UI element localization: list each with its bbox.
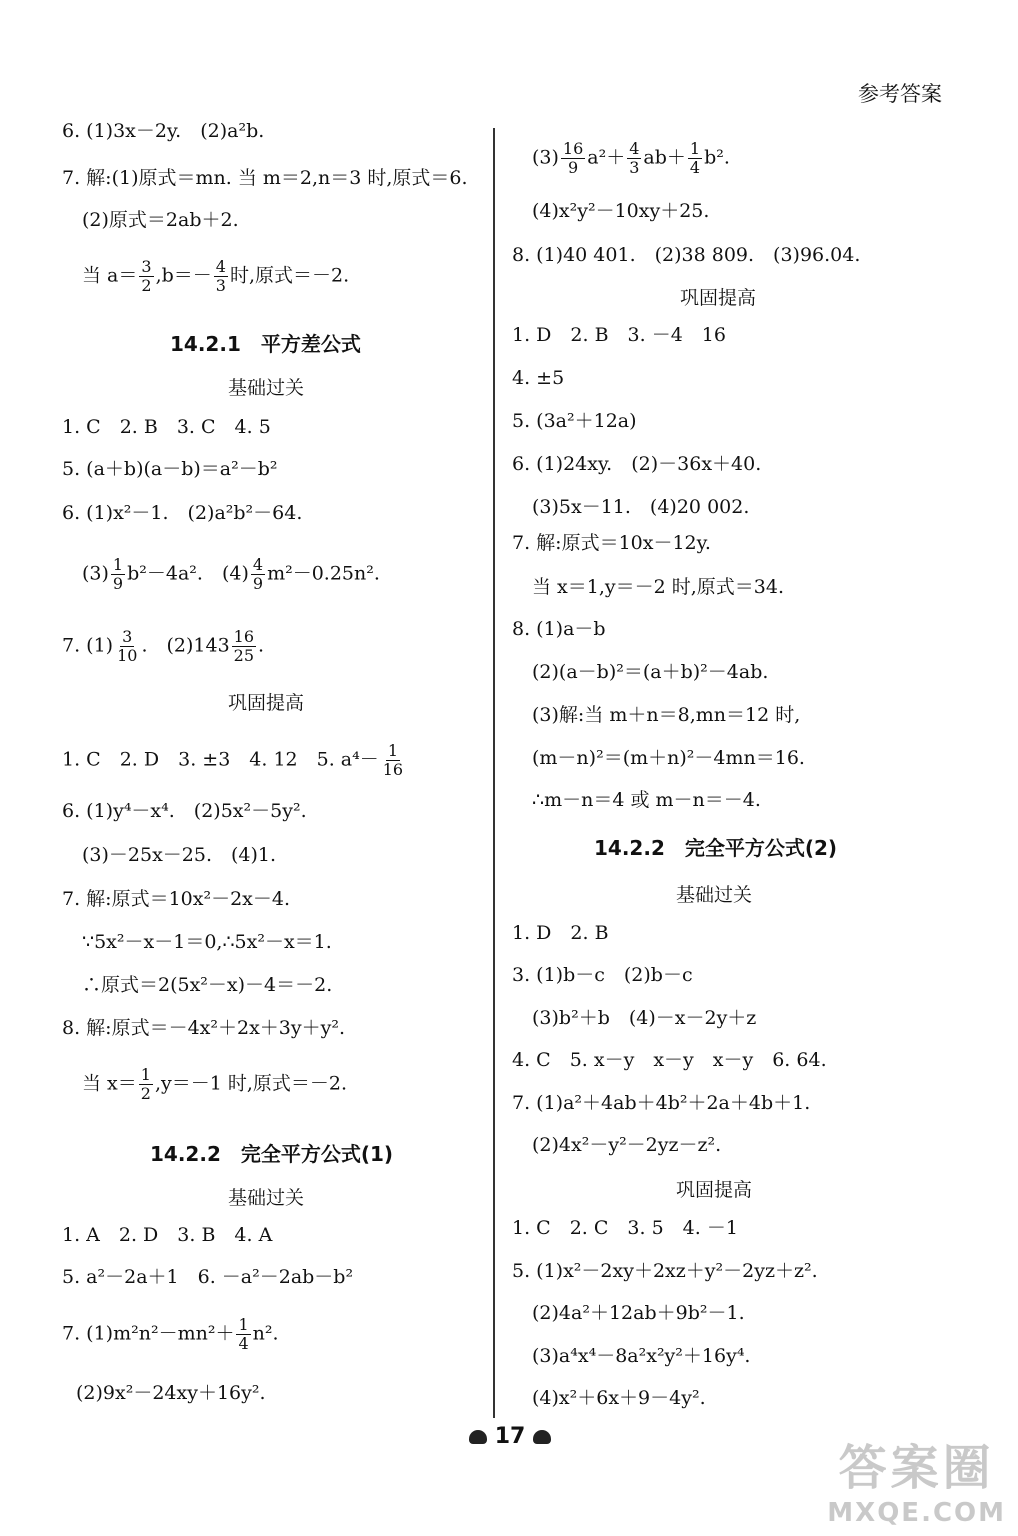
answer-line: 5. a²－2a＋1 6. －a²－2ab－b² — [62, 1266, 354, 1288]
answer-line: (4)x²y²－10xy＋25. — [532, 200, 710, 222]
answer-line: 1. D 2. B 3. －4 16 — [512, 324, 726, 346]
page-header-title: 参考答案 — [858, 82, 942, 106]
answer-line: ∵5x²－x－1＝0,∴5x²－x＝1. — [82, 931, 332, 953]
subsection-title: 基础过关 — [228, 1187, 305, 1209]
answer-line: (3)－25x－25. (4)1. — [82, 844, 277, 866]
page-number: 17 — [440, 1424, 580, 1449]
answer-line: 6. (1)y⁴－x⁴. (2)5x²－5y². — [62, 800, 307, 822]
answer-line: (2)4a²＋12ab＋9b²－1. — [532, 1302, 745, 1324]
subsection-title: 基础过关 — [228, 377, 305, 399]
answer-line-fraction: (3) $\frac{16}{9}$ a²＋ $\frac{4}{3}$ ab＋ $\frac{1}{4}$ b². — [532, 139, 730, 177]
answer-line-fraction: 当 x＝ $\frac{1}{2}$ ,y＝－1 时,原式＝－2. — [82, 1065, 348, 1103]
answer-line: 4. C 5. x－y x－y x－y 6. 64. — [512, 1049, 827, 1071]
answer-line-fraction: (3) $\frac{1}{9}$ b²－4a². (4) $\frac{4}{9}$ m²－0.25n². — [82, 555, 380, 593]
answer-line: (3)a⁴x⁴－8a²x²y²＋16y⁴. — [532, 1345, 751, 1367]
answer-line: 1. C 2. C 3. 5 4. －1 — [512, 1217, 738, 1239]
answer-line: (3)解:当 m＋n＝8,mn＝12 时, — [532, 704, 801, 726]
answer-line: (m－n)²＝(m＋n)²－4mn＝16. — [532, 747, 805, 769]
section-title: 14.2.2 完全平方公式(1) — [150, 1142, 394, 1166]
answer-line: 1. A 2. D 3. B 4. A — [62, 1224, 273, 1246]
answer-line: 4. ±5 — [512, 367, 565, 389]
answer-line: ∴m－n＝4 或 m－n＝－4. — [532, 789, 761, 811]
answer-line: 当 x＝1,y＝－2 时,原式＝34. — [532, 576, 785, 598]
section-title: 14.2.1 平方差公式 — [170, 332, 361, 356]
answer-line: 1. C 2. B 3. C 4. 5 — [62, 416, 271, 438]
answer-line: 7. 解:(1)原式＝mn. 当 m＝2,n＝3 时,原式＝6. — [62, 167, 468, 189]
subsection-title: 巩固提高 — [228, 692, 305, 714]
answer-line: 7. 解:原式＝10x－12y. — [512, 532, 711, 554]
answer-line: 3. (1)b－c (2)b－c — [512, 964, 693, 986]
answer-line: 8. (1)a－b — [512, 618, 606, 640]
answer-line-fraction: 当 a＝ $\frac{3}{2}$ ,b＝－ $\frac{4}{3}$ 时,原式＝－2. — [82, 257, 350, 295]
subsection-title: 基础过关 — [676, 884, 753, 906]
answer-line: 6. (1)3x－2y. (2)a²b. — [62, 120, 265, 142]
answer-line: (2)4x²－y²－2yz－z². — [532, 1134, 722, 1156]
leaf-ornament-icon — [533, 1430, 551, 1444]
answer-line-fraction: 1. C 2. D 3. ±3 4. 12 5. a⁴－ $\frac{1}{16}$ — [62, 741, 404, 779]
answer-line: 8. (1)40 401. (2)38 809. (3)96.04. — [512, 244, 861, 266]
subsection-title: 巩固提高 — [676, 1179, 753, 1201]
answer-line-fraction: 7. (1) $\frac{3}{10}$ . (2)143 $\frac{16}{25}$ . — [62, 627, 265, 665]
answer-line: 1. D 2. B — [512, 922, 609, 944]
answer-line: (4)x²＋6x＋9－4y². — [532, 1387, 706, 1409]
column-divider — [493, 128, 495, 1418]
section-title: 14.2.2 完全平方公式(2) — [594, 836, 838, 860]
answer-line: 7. 解:原式＝10x²－2x－4. — [62, 888, 291, 910]
answer-line: 7. (1)a²＋4ab＋4b²＋2a＋4b＋1. — [512, 1092, 811, 1114]
answer-line: (2)9x²－24xy＋16y². — [76, 1382, 266, 1404]
answer-line: 5. (1)x²－2xy＋2xz＋y²－2yz＋z². — [512, 1260, 818, 1282]
subsection-title: 巩固提高 — [680, 287, 757, 309]
answer-line: 5. (a＋b)(a－b)＝a²－b² — [62, 458, 278, 480]
answer-line: 6. (1)x²－1. (2)a²b²－64. — [62, 502, 303, 524]
answer-line: (2)(a－b)²＝(a＋b)²－4ab. — [532, 661, 769, 683]
watermark-logo: 答案圈 MXQE.COM — [827, 1440, 1006, 1528]
answer-line: ∴原式＝2(5x²－x)－4＝－2. — [82, 974, 333, 996]
answer-line: 8. 解:原式＝－4x²＋2x＋3y＋y². — [62, 1017, 346, 1039]
answer-line: (3)5x－11. (4)20 002. — [532, 496, 750, 518]
answer-line: 6. (1)24xy. (2)－36x＋40. — [512, 453, 762, 475]
leaf-ornament-icon — [469, 1430, 487, 1444]
answer-line: 5. (3a²＋12a) — [512, 410, 637, 432]
answer-line: (2)原式＝2ab＋2. — [82, 209, 239, 231]
answer-line: (3)b²＋b (4)－x－2y＋z — [532, 1007, 757, 1029]
answer-line-fraction: 7. (1)m²n²－mn²＋ $\frac{1}{4}$ n². — [62, 1315, 279, 1353]
